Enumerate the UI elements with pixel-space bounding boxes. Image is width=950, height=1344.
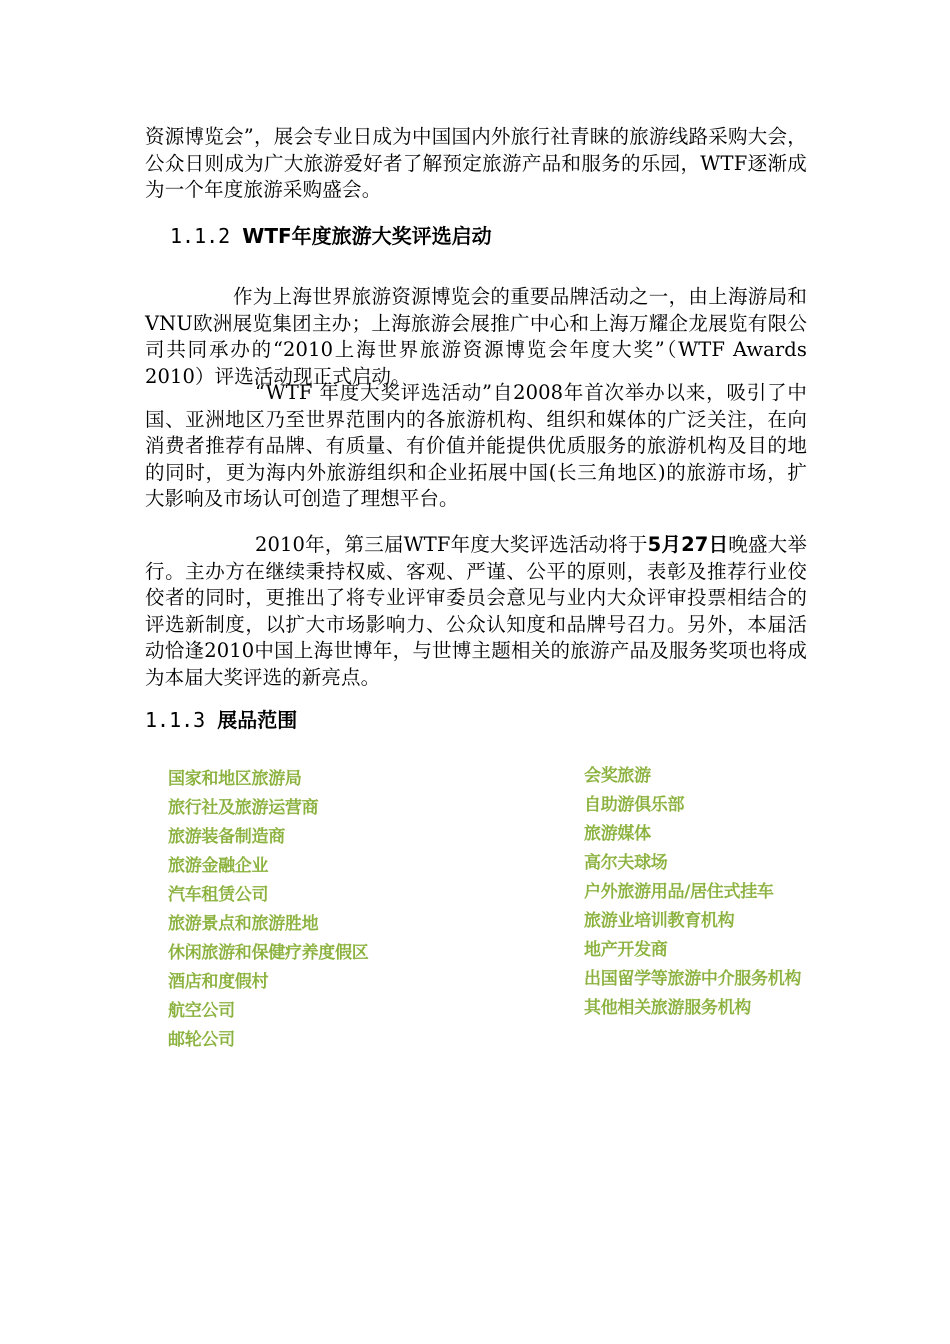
intro-paragraph: 资源博览会”，展会专业日成为中国国内外旅行社青睐的旅游线路采购大会，公众日则成为广大旅游爱好者了解预定旅游产品和服务的乐园，WTF逐渐成为一个年度旅游采购盛会。 bbox=[145, 125, 807, 201]
exhibit-scope-item: 户外旅游用品/居住式挂车 bbox=[584, 882, 774, 902]
exhibit-scope-item: 地产开发商 bbox=[584, 940, 668, 960]
exhibit-scope-item: 旅游景点和旅游胜地 bbox=[168, 914, 319, 934]
paragraph-awards-intro: 作为上海世界旅游资源博览会的重要品牌活动之一，由上海游局和VNU欧洲展览集团主办；上海旅游会展推广中心和上海万耀企龙展览有限公司共同承办的“2010上海世界旅游资源博览会年度大奖”（WTF Awards 2010）评选活动现正式启动。 bbox=[145, 285, 807, 388]
exhibit-scope-item: 旅行社及旅游运营商 bbox=[168, 798, 319, 818]
exhibit-scope-item: 旅游装备制造商 bbox=[168, 827, 285, 847]
section-number: 1.1.3 bbox=[145, 708, 206, 732]
exhibit-scope-list-left bbox=[168, 765, 368, 1055]
paragraph-awards-2010 bbox=[145, 532, 807, 691]
exhibit-scope-item: 旅游金融企业 bbox=[168, 856, 269, 876]
paragraph-awards-history: “WTF 年度大奖评选活动”自2008年首次举办以来，吸引了中国、亚洲地区乃至世界范围内的各旅游机构、组织和媒体的广泛关注，在向消费者推荐有品牌、有质量、有价值并能提供优质服务的旅游机构及目的地的同时，更为海内外旅游组织和企业拓展中国(长三角地区)的旅游市场，扩大影响及市场认可创造了理想平台。 bbox=[145, 381, 807, 510]
exhibit-scope-item: 出国留学等旅游中介服务机构 bbox=[584, 969, 802, 989]
exhibit-scope-item: 国家和地区旅游局 bbox=[168, 769, 302, 789]
section-title: 展品范围 bbox=[217, 708, 298, 732]
exhibit-scope-item: 自助游俱乐部 bbox=[584, 795, 685, 815]
exhibit-scope-item: 酒店和度假村 bbox=[168, 972, 269, 992]
section-heading-1-1-3 bbox=[145, 706, 297, 734]
exhibit-scope-item: 汽车租赁公司 bbox=[168, 885, 269, 905]
event-date: 5月27日 bbox=[647, 533, 729, 556]
paragraph-text-after-date: 晚盛大举行。主办方在继续秉持权威、客观、严谨、公平的原则，表彰及推荐行业佼佼者的同时，更推出了将专业评审委员会意见与业内大众评审投票相结合的评选新制度，以扩大市场影响力、公众认知度和品牌号召力。另外，本届活动恰逢2010中国上海世博年，与世博主题相关的旅游产品及服务奖项也将成为本届大奖评选的新亮点。 bbox=[145, 533, 807, 689]
exhibit-scope-item: 邮轮公司 bbox=[168, 1030, 235, 1050]
exhibit-scope-item: 旅游媒体 bbox=[584, 824, 651, 844]
exhibit-scope-item: 航空公司 bbox=[168, 1001, 235, 1021]
paragraph-text-before-date: 2010年，第三届WTF年度大奖评选活动将于 bbox=[255, 533, 648, 556]
section-title: WTF年度旅游大奖评选启动 bbox=[242, 224, 492, 248]
exhibit-scope-item: 其他相关旅游服务机构 bbox=[584, 998, 751, 1018]
exhibit-scope-item: 旅游业培训教育机构 bbox=[584, 911, 735, 931]
section-heading-1-1-2 bbox=[170, 222, 492, 250]
exhibit-scope-item: 休闲旅游和保健疗养度假区 bbox=[168, 943, 369, 963]
exhibit-scope-item: 高尔夫球场 bbox=[584, 853, 668, 873]
exhibit-scope-item: 会奖旅游 bbox=[584, 766, 651, 786]
exhibit-scope-list-right bbox=[584, 762, 801, 1023]
section-number: 1.1.2 bbox=[170, 224, 231, 248]
